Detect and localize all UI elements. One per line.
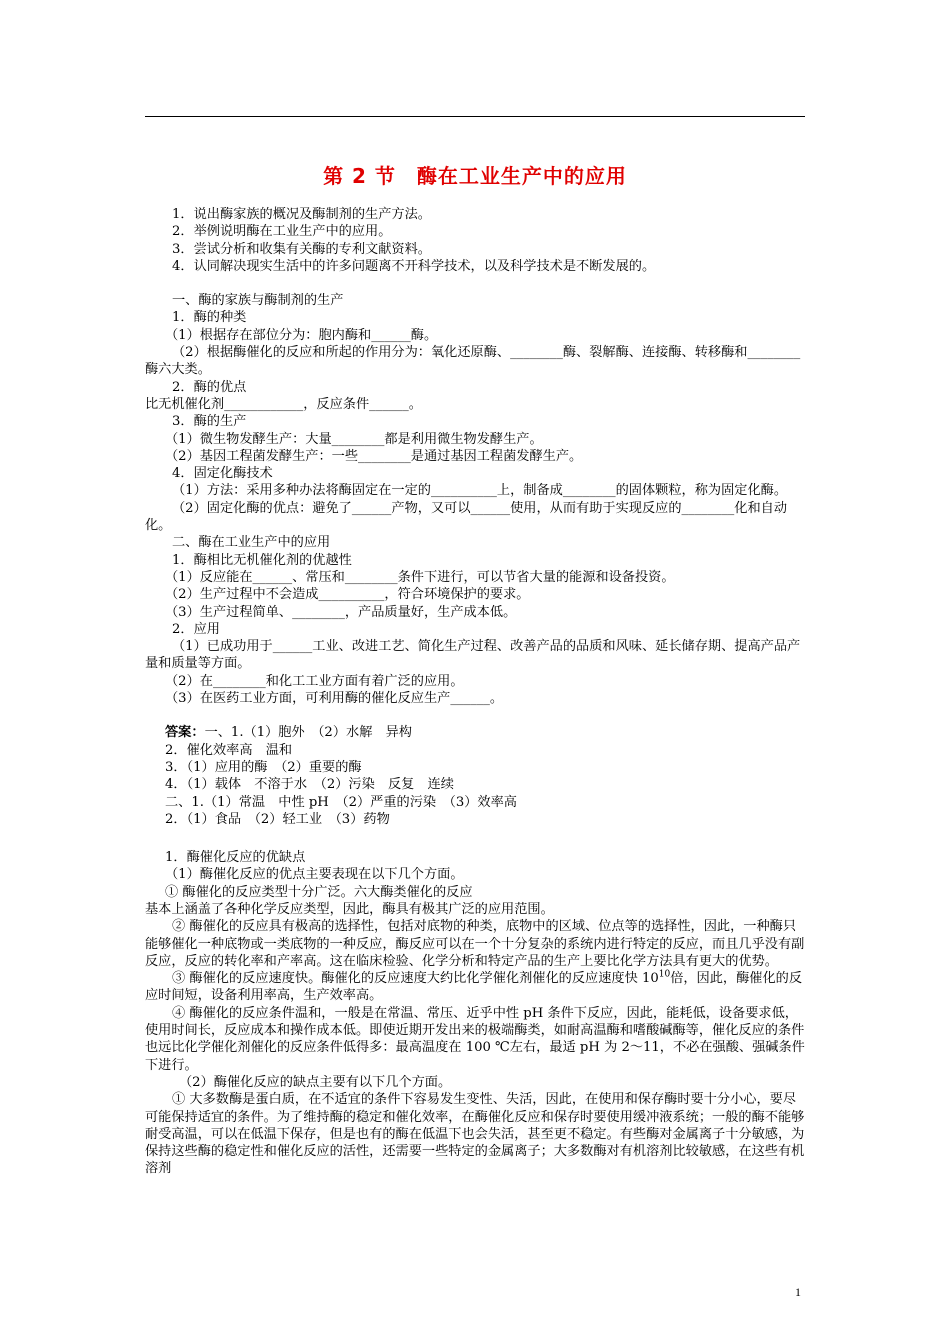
answer-line: 二、1.（1）常温 中性 pH （2）严重的污染 （3）效率高: [165, 794, 517, 810]
objective-item: 4．认同解决现实生活中的许多问题离不开科学技术，以及科学技术是不断发展的。: [172, 258, 656, 274]
subheading: 3．酶的生产: [172, 414, 247, 430]
fill-blank-item: （2）生产过程中不会造成__________，符合环境保护的要求。: [165, 587, 530, 603]
fill-blank-item: （1）已成功用于______工业、改进工艺、简化生产过程、改善产品的品质和风味、延长储存期、提高产品产量和质量等方面。: [145, 639, 801, 672]
notes-paragraph: ① 大多数酶是蛋白质，在不适宜的条件下容易发生变性、失活，因此，在使用和保存酶时要十分小心，要尽可能保持适宜的条件。为了维持酶的稳定和催化效率，在酶催化反应和保存时要使用缓冲液系统；一般的酶不能够耐受高温，可以在低温下保存，但是也有的酶在低温下也会失活，甚至更不稳定。有些酶对金属离子十分敏感，为保持这些酶的稳定性和催化反应的活性，还需要一些特定的金属离子；大多数酶对有机溶剂比较敏感，在这些有机溶剂: [145, 1092, 805, 1177]
header-rule: [145, 116, 805, 117]
subheading: 2．酶的优点: [172, 379, 247, 395]
page-title: 第 2 节 酶在工业生产中的应用: [323, 164, 627, 188]
notes-heading: 1．酶催化反应的优缺点: [165, 850, 306, 866]
section-heading: 二、酶在工业生产中的应用: [172, 535, 331, 551]
document-body: [145, 206, 807, 1178]
explanation-notes: [145, 849, 807, 1178]
section-industrial-application: [145, 534, 807, 707]
answer-line: [145, 724, 807, 741]
fill-blank-item: （1）反应能在______、常压和________条件下进行，可以节省大量的能源和设备投资。: [165, 569, 675, 585]
exponent: 10: [658, 969, 671, 980]
fill-blank-item: （2）基因工程菌发酵生产：一些________是通过基因工程菌发酵生产。: [165, 448, 583, 464]
answer-line: 2．（1）食品 （2）轻工业 （3）药物: [165, 811, 390, 827]
notes-text: ③ 酶催化的反应速度快。酶催化的反应速度大约比化学催化剂催化的反应速度快 10: [172, 971, 659, 987]
notes-paragraph: ④ 酶催化的反应条件温和，一般是在常温、常压、近乎中性 pH 条件下反应，因此，能耗低，设备要求低，使用时间长，反应成本和操作成本低。即使近期开发出来的极端酶类，如耐高温酶和嗜酸碱酶等，催化反应的条件也远比化学催化剂催化的反应条件低得多：最高温度在 100 ℃左右，最适 pH 为 2～11，不必在强酸、强碱条件下进行。: [145, 1005, 805, 1073]
notes-paragraph: （2）酶催化反应的缺点主要有以下几个方面。: [179, 1074, 452, 1090]
fill-blank-item: （1）方法：采用多种办法将酶固定在一定的__________上，制备成________的固体颗粒，称为固定化酶。: [172, 483, 788, 499]
notes-text: 倍，因此，酶催化的反应时间短，设备利用率高，生产效率高。: [145, 971, 803, 1004]
fill-blank-item: （3）生产过程简单、________，产品质量好，生产成本低。: [165, 604, 517, 620]
objective-item: 3．尝试分析和收集有关酶的专利文献资料。: [172, 241, 431, 257]
fill-blank-item: （2）在________和化工工业方面有着广泛的应用。: [165, 673, 464, 689]
fill-blank-item: 比无机催化剂____________，反应条件______。: [145, 396, 422, 412]
section-heading: 一、酶的家族与酶制剂的生产: [172, 293, 344, 309]
answer-line: 4．（1）载体 不溶于水 （2）污染 反复 连续: [165, 777, 454, 793]
subheading: 1．酶相比无机催化剂的优越性: [172, 552, 352, 568]
fill-blank-item: （2）根据酶催化的反应和所起的作用分为：氧化还原酶、________酶、裂解酶、连接酶、转移酶和________酶六大类。: [145, 345, 801, 378]
answer-label: 答案：: [165, 725, 205, 741]
answer-line: 2．催化效率高 温和: [165, 742, 293, 758]
page-number: 1: [795, 1285, 801, 1299]
subheading: 2．应用: [172, 621, 220, 637]
subheading: 4．固定化酶技术: [172, 466, 273, 482]
learning-objectives: [145, 206, 807, 275]
answer-line: 3．（1）应用的酶 （2）重要的酶: [165, 759, 362, 775]
subheading: 1．酶的种类: [172, 310, 247, 326]
notes-paragraph: ② 酶催化的反应具有极高的选择性，包括对底物的种类，底物中的区域、位点等的选择性，因此，一种酶只能够催化一种底物或一类底物的一种反应，酶反应可以在一个十分复杂的系统内进行特定的反应，而且几乎没有副反应，反应的转化率和产率高。这在临床检验、化学分析和特定产品的生产上要比化学方法具有更大的优势。: [145, 919, 805, 969]
answer-block: [145, 724, 807, 828]
fill-blank-item: （2）固定化酶的优点：避免了______产物，又可以______使用，从而有助于实现反应的________化和自动化。: [145, 500, 788, 534]
notes-paragraph: （1）酶催化反应的优点主要表现在以下几个方面。: [165, 867, 464, 883]
notes-paragraph: [145, 970, 807, 1005]
fill-blank-item: （1）微生物发酵生产：大量________都是利用微生物发酵生产。: [165, 431, 543, 447]
notes-paragraph: ① 酶催化的反应类型十分广泛。六大酶类催化的反应: [165, 884, 473, 900]
fill-blank-item: （3）在医药工业方面，可利用酶的催化反应生产______。: [165, 691, 504, 707]
fill-blank-item: （1）根据存在部位分为：胞内酶和______酶。: [165, 327, 438, 343]
answer-text: 一、1.（1）胞外 （2）水解 异构: [204, 725, 412, 741]
section-enzyme-family: [145, 292, 807, 534]
objective-item: 1．说出酶家族的概况及酶制剂的生产方法。: [172, 207, 431, 222]
notes-paragraph: 基本上涵盖了各种化学反应类型，因此，酶具有极其广泛的应用范围。: [145, 901, 554, 917]
objective-item: 2．举例说明酶在工业生产中的应用。: [172, 224, 392, 240]
